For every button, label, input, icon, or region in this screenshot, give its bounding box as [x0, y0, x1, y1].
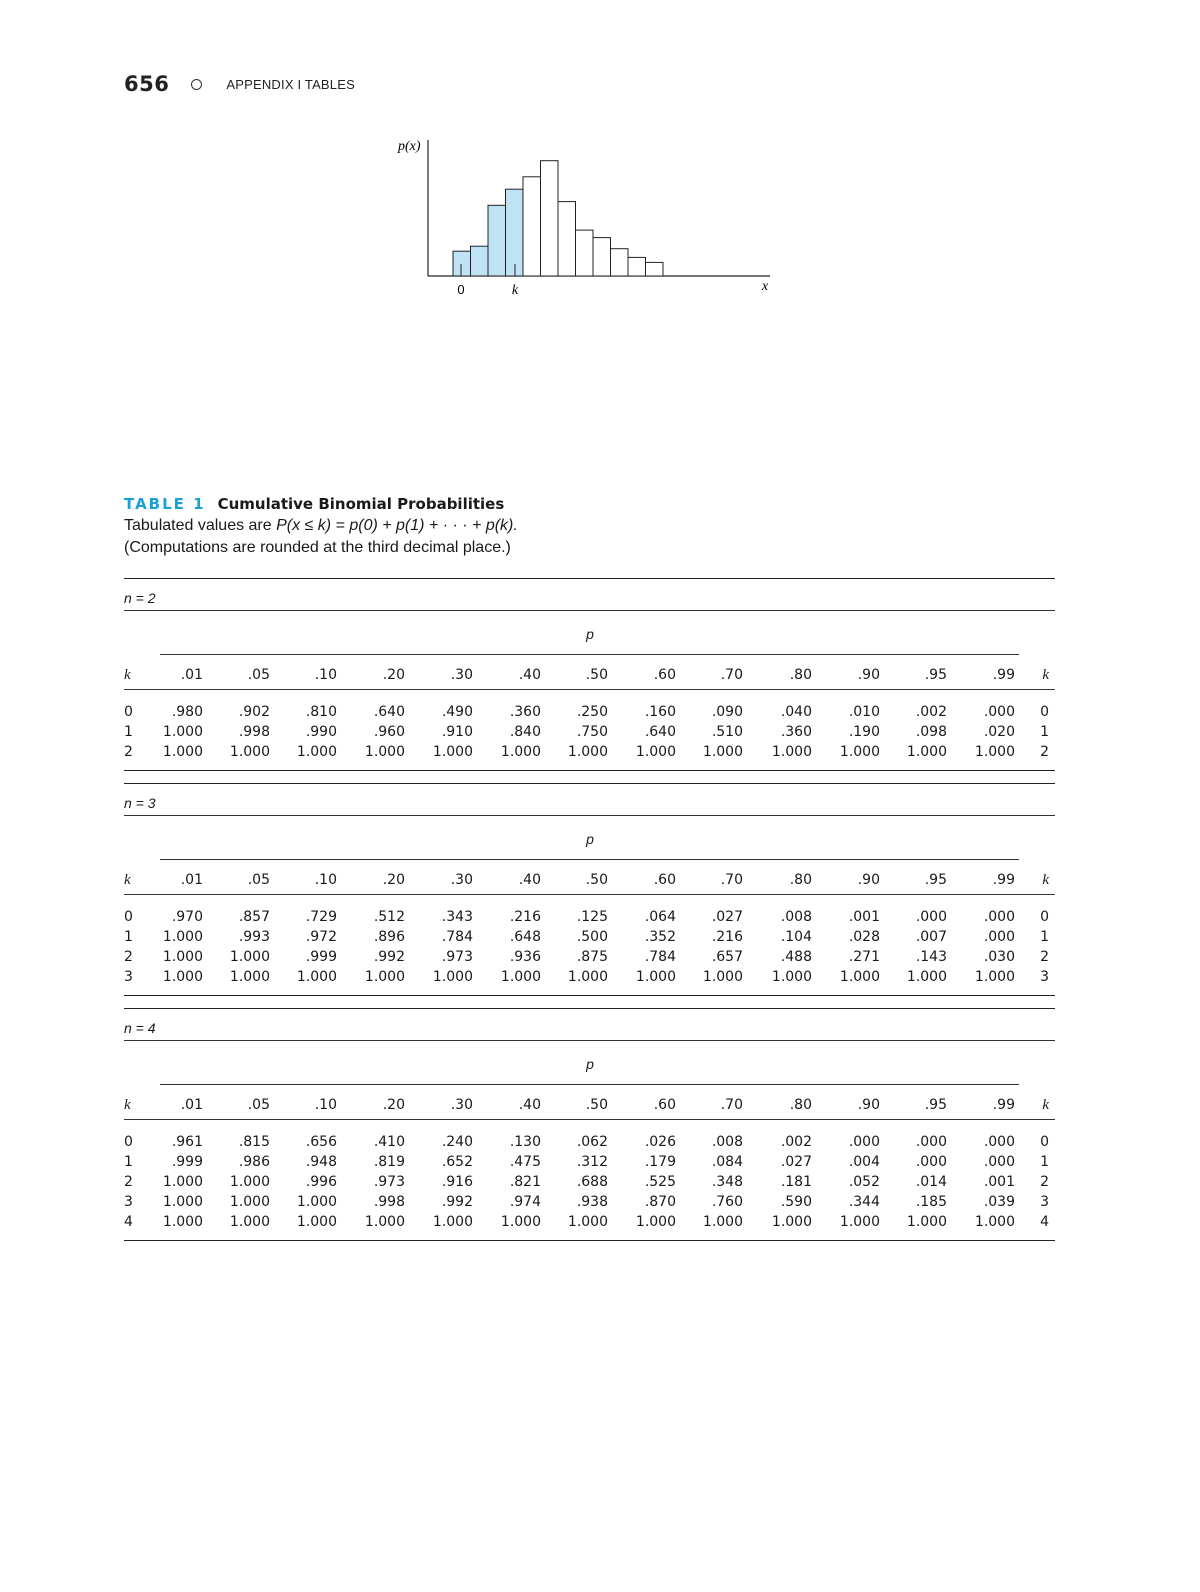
k-cell: 2 [124, 744, 133, 760]
probability-cell: .348 [711, 1174, 743, 1190]
table-caption [124, 494, 1054, 559]
probability-cell: 1.000 [162, 744, 203, 760]
p-column-header: .01 [180, 872, 203, 888]
probability-cell: 1.000 [771, 969, 812, 985]
p-column-header: .05 [247, 872, 270, 888]
table-rule [124, 578, 1055, 579]
table-rule [124, 783, 1055, 784]
probability-cell: 1.000 [162, 969, 203, 985]
probability-cell: .640 [644, 724, 676, 740]
probability-cell: .974 [509, 1194, 541, 1210]
p-heading: p [586, 831, 594, 847]
probability-cell: .312 [576, 1154, 608, 1170]
histogram-figure [380, 130, 800, 310]
p-heading: p [586, 626, 594, 642]
probability-cell: .998 [373, 1194, 405, 1210]
probability-cell: .004 [848, 1154, 880, 1170]
p-column-header: .80 [789, 667, 812, 683]
histogram-bar [558, 202, 576, 276]
probability-cell: .648 [509, 929, 541, 945]
p-column-header: .50 [585, 872, 608, 888]
k-cell: 1 [124, 1154, 133, 1170]
probability-cell: 1.000 [432, 744, 473, 760]
table-rule [124, 815, 1055, 816]
histogram-bar [593, 238, 611, 276]
table-row [124, 1134, 1055, 1154]
histogram-bar [541, 161, 559, 276]
probability-cell: 1.000 [229, 1214, 270, 1230]
probability-cell: 1.000 [364, 969, 405, 985]
probability-cell: .143 [915, 949, 947, 965]
probability-cell: 1.000 [296, 1194, 337, 1210]
p-column-header: .05 [247, 667, 270, 683]
probability-cell: 1.000 [702, 744, 743, 760]
table-row [124, 724, 1055, 744]
probability-cell: .000 [983, 704, 1015, 720]
k-cell: 0 [124, 909, 133, 925]
probability-cell: .652 [441, 1154, 473, 1170]
probability-cell: .001 [983, 1174, 1015, 1190]
probability-cell: 1.000 [974, 744, 1015, 760]
table-rule [124, 894, 1055, 895]
p-column-header: .10 [314, 667, 337, 683]
probability-cell: 1.000 [162, 724, 203, 740]
probability-cell: .130 [509, 1134, 541, 1150]
probability-cell: .475 [509, 1154, 541, 1170]
probability-cell: .001 [848, 909, 880, 925]
probability-cell: .992 [441, 1194, 473, 1210]
probability-cell: 1.000 [500, 744, 541, 760]
k-column-header-right: k [1042, 667, 1049, 683]
column-header-row [124, 872, 1055, 892]
probability-cell: .026 [644, 1134, 676, 1150]
k-cell: 0 [124, 1134, 133, 1150]
probability-cell: .657 [711, 949, 743, 965]
probability-cell: .992 [373, 949, 405, 965]
probability-cell: .240 [441, 1134, 473, 1150]
probability-cell: 1.000 [906, 744, 947, 760]
probability-cell: .970 [171, 909, 203, 925]
probability-cell: .500 [576, 929, 608, 945]
probability-cell: .784 [441, 929, 473, 945]
probability-cell: .999 [305, 949, 337, 965]
probability-cell: 1.000 [974, 1214, 1015, 1230]
p-column-header: .70 [720, 667, 743, 683]
probability-cell: 1.000 [162, 1174, 203, 1190]
probability-cell: 1.000 [906, 1214, 947, 1230]
histogram-bar [488, 205, 506, 276]
probability-cell: .810 [305, 704, 337, 720]
table-rule [124, 689, 1055, 690]
probability-cell: .750 [576, 724, 608, 740]
p-column-header: .01 [180, 1097, 203, 1113]
probability-cell: 1.000 [296, 969, 337, 985]
probability-cell: 1.000 [567, 1214, 608, 1230]
p-column-header: .20 [382, 872, 405, 888]
probability-cell: .910 [441, 724, 473, 740]
p-column-header: .99 [992, 872, 1015, 888]
p-column-header: .20 [382, 1097, 405, 1113]
probability-cell: .039 [983, 1194, 1015, 1210]
table-row [124, 704, 1055, 724]
histogram-bar [576, 230, 594, 276]
k-cell: 1 [124, 724, 133, 740]
p-column-header: .60 [653, 1097, 676, 1113]
k-cell-right: 3 [1040, 969, 1049, 985]
page-number: 656 [124, 72, 170, 96]
k-cell-right: 1 [1040, 724, 1049, 740]
p-column-header: .90 [857, 1097, 880, 1113]
probability-cell: 1.000 [296, 744, 337, 760]
probability-cell: 1.000 [432, 969, 473, 985]
p-column-header: .70 [720, 1097, 743, 1113]
probability-cell: .104 [780, 929, 812, 945]
k-cell: 0 [124, 704, 133, 720]
probability-cell: 1.000 [229, 1194, 270, 1210]
p-column-header: .20 [382, 667, 405, 683]
probability-cell: 1.000 [635, 1214, 676, 1230]
k-cell: 2 [124, 1174, 133, 1190]
column-header-row [124, 1097, 1055, 1117]
p-column-header: .05 [247, 1097, 270, 1113]
table-row [124, 744, 1055, 764]
probability-cell: .973 [441, 949, 473, 965]
bars-group [453, 161, 663, 276]
probability-cell: 1.000 [839, 1214, 880, 1230]
probability-cell: .160 [644, 704, 676, 720]
probability-cell: 1.000 [500, 969, 541, 985]
probability-cell: .896 [373, 929, 405, 945]
probability-cell: 1.000 [229, 969, 270, 985]
probability-cell: 1.000 [635, 969, 676, 985]
probability-cell: 1.000 [906, 969, 947, 985]
p-column-header: .95 [924, 667, 947, 683]
probability-cell: 1.000 [432, 1214, 473, 1230]
probability-cell: 1.000 [162, 1194, 203, 1210]
probability-cell: .027 [711, 909, 743, 925]
histogram-bar [646, 262, 664, 276]
probability-cell: .857 [238, 909, 270, 925]
probability-cell: .344 [848, 1194, 880, 1210]
probability-cell: 1.000 [364, 1214, 405, 1230]
probability-cell: .688 [576, 1174, 608, 1190]
probability-cell: .525 [644, 1174, 676, 1190]
probability-cell: .938 [576, 1194, 608, 1210]
probability-cell: 1.000 [702, 969, 743, 985]
probability-cell: 1.000 [500, 1214, 541, 1230]
histogram-bar [523, 177, 541, 276]
probability-cell: 1.000 [162, 929, 203, 945]
caption-formula: P(x ≤ k) = p(0) + p(1) + · · · + p(k). [276, 517, 518, 534]
probability-cell: .000 [983, 909, 1015, 925]
k-cell-right: 2 [1040, 949, 1049, 965]
probability-cell: .410 [373, 1134, 405, 1150]
probability-cell: 1.000 [229, 949, 270, 965]
probability-cell: 1.000 [771, 744, 812, 760]
p-column-header: .30 [450, 667, 473, 683]
n-label: n = 3 [124, 795, 156, 811]
p-column-header: .99 [992, 667, 1015, 683]
probability-cell: .875 [576, 949, 608, 965]
p-column-header: .95 [924, 872, 947, 888]
p-column-header: .40 [518, 667, 541, 683]
k-column-header: k [124, 872, 131, 888]
probability-cell: .000 [983, 1154, 1015, 1170]
histogram-bar [628, 257, 646, 276]
k-column-header: k [124, 1097, 131, 1113]
p-column-header: .50 [585, 1097, 608, 1113]
probability-cell: .902 [238, 704, 270, 720]
probability-cell: 1.000 [974, 969, 1015, 985]
n-label: n = 4 [124, 1020, 156, 1036]
k-cell-right: 3 [1040, 1194, 1049, 1210]
k-cell: 1 [124, 929, 133, 945]
probability-cell: .993 [238, 929, 270, 945]
probability-cell: .936 [509, 949, 541, 965]
p-column-header: .90 [857, 872, 880, 888]
probability-cell: .098 [915, 724, 947, 740]
tick-label-k: k [511, 283, 519, 298]
probability-cell: .343 [441, 909, 473, 925]
p-column-header: .10 [314, 872, 337, 888]
probability-cell: .090 [711, 704, 743, 720]
p-column-header: .10 [314, 1097, 337, 1113]
table-row [124, 969, 1055, 989]
probability-cell: 1.000 [839, 969, 880, 985]
table-rule [124, 770, 1055, 771]
probability-cell: .948 [305, 1154, 337, 1170]
probability-cell: .760 [711, 1194, 743, 1210]
k-column-header-right: k [1042, 872, 1049, 888]
table-row [124, 1194, 1055, 1214]
p-underline [160, 654, 1019, 655]
k-column-header: k [124, 667, 131, 683]
histogram-bar [471, 246, 489, 276]
p-heading: p [586, 1056, 594, 1072]
p-column-header: .70 [720, 872, 743, 888]
probability-cell: .002 [780, 1134, 812, 1150]
probability-cell: .216 [711, 929, 743, 945]
probability-cell: .190 [848, 724, 880, 740]
p-column-header: .80 [789, 872, 812, 888]
probability-cell: 1.000 [229, 744, 270, 760]
probability-cell: .488 [780, 949, 812, 965]
probability-cell: .064 [644, 909, 676, 925]
probability-cell: .179 [644, 1154, 676, 1170]
p-underline [160, 1084, 1019, 1085]
k-cell-right: 0 [1040, 704, 1049, 720]
probability-cell: 1.000 [296, 1214, 337, 1230]
probability-cell: .000 [983, 929, 1015, 945]
probability-cell: .000 [983, 1134, 1015, 1150]
table-row [124, 929, 1055, 949]
probability-cell: .062 [576, 1134, 608, 1150]
caption-prefix: Tabulated values are [124, 517, 277, 534]
probability-cell: .250 [576, 704, 608, 720]
probability-cell: 1.000 [162, 1214, 203, 1230]
probability-cell: .181 [780, 1174, 812, 1190]
probability-cell: .271 [848, 949, 880, 965]
table-rule [124, 1008, 1055, 1009]
probability-cell: .000 [915, 909, 947, 925]
probability-cell: .821 [509, 1174, 541, 1190]
column-header-row [124, 667, 1055, 687]
k-cell-right: 0 [1040, 909, 1049, 925]
probability-cell: 1.000 [839, 744, 880, 760]
probability-cell: .360 [509, 704, 541, 720]
probability-cell: .040 [780, 704, 812, 720]
probability-cell: .490 [441, 704, 473, 720]
probability-cell: .020 [983, 724, 1015, 740]
probability-cell: .000 [915, 1134, 947, 1150]
k-cell-right: 1 [1040, 929, 1049, 945]
table-rule [124, 610, 1055, 611]
p-column-header: .80 [789, 1097, 812, 1113]
table-rule [124, 995, 1055, 996]
caption-heading [124, 494, 1054, 515]
x-axis-label: x [761, 279, 769, 294]
histogram-bar [611, 249, 629, 276]
probability-cell: .510 [711, 724, 743, 740]
probability-cell: .000 [848, 1134, 880, 1150]
probability-cell: .656 [305, 1134, 337, 1150]
table-row [124, 1214, 1055, 1234]
p-column-header: .30 [450, 872, 473, 888]
n-label: n = 2 [124, 590, 156, 606]
k-cell-right: 1 [1040, 1154, 1049, 1170]
probability-cell: .815 [238, 1134, 270, 1150]
probability-cell: .030 [983, 949, 1015, 965]
k-cell-right: 4 [1040, 1214, 1049, 1230]
probability-cell: 1.000 [702, 1214, 743, 1230]
p-column-header: .60 [653, 872, 676, 888]
k-cell-right: 2 [1040, 1174, 1049, 1190]
probability-cell: .360 [780, 724, 812, 740]
probability-cell: .819 [373, 1154, 405, 1170]
probability-cell: .961 [171, 1134, 203, 1150]
histogram-bar [506, 189, 524, 276]
probability-cell: .010 [848, 704, 880, 720]
probability-cell: .028 [848, 929, 880, 945]
probability-cell: .084 [711, 1154, 743, 1170]
probability-cell: 1.000 [635, 744, 676, 760]
probability-cell: .352 [644, 929, 676, 945]
probability-cell: .973 [373, 1174, 405, 1190]
histogram-bar [453, 251, 471, 276]
probability-cell: .512 [373, 909, 405, 925]
probability-cell: .996 [305, 1174, 337, 1190]
probability-cell: .640 [373, 704, 405, 720]
probability-cell: .008 [711, 1134, 743, 1150]
probability-cell: .002 [915, 704, 947, 720]
p-column-header: .50 [585, 667, 608, 683]
p-column-header: .90 [857, 667, 880, 683]
probability-cell: .916 [441, 1174, 473, 1190]
probability-cell: .000 [915, 1154, 947, 1170]
k-column-header-right: k [1042, 1097, 1049, 1113]
probability-cell: .185 [915, 1194, 947, 1210]
probability-cell: .729 [305, 909, 337, 925]
k-cell: 3 [124, 1194, 133, 1210]
probability-cell: .972 [305, 929, 337, 945]
k-cell: 4 [124, 1214, 133, 1230]
probability-cell: .216 [509, 909, 541, 925]
table-label: TABLE 1 [124, 495, 206, 513]
probability-cell: 1.000 [567, 744, 608, 760]
probability-cell: 1.000 [771, 1214, 812, 1230]
probability-cell: .840 [509, 724, 541, 740]
probability-cell: .052 [848, 1174, 880, 1190]
table-rule [124, 1119, 1055, 1120]
table-row [124, 909, 1055, 929]
probability-cell: .027 [780, 1154, 812, 1170]
k-cell-right: 2 [1040, 744, 1049, 760]
table-title: Cumulative Binomial Probabilities [217, 495, 505, 513]
probability-cell: .990 [305, 724, 337, 740]
probability-cell: 1.000 [229, 1174, 270, 1190]
p-column-header: .40 [518, 872, 541, 888]
probability-cell: .008 [780, 909, 812, 925]
p-column-header: .95 [924, 1097, 947, 1113]
probability-cell: .998 [238, 724, 270, 740]
probability-cell: .007 [915, 929, 947, 945]
probability-cell: .999 [171, 1154, 203, 1170]
table-row [124, 1174, 1055, 1194]
p-column-header: .60 [653, 667, 676, 683]
p-column-header: .30 [450, 1097, 473, 1113]
probability-cell: .125 [576, 909, 608, 925]
probability-cell: .784 [644, 949, 676, 965]
k-cell-right: 0 [1040, 1134, 1049, 1150]
section-title: APPENDIX I TABLES [226, 76, 355, 92]
probability-cell: .870 [644, 1194, 676, 1210]
tick-label-zero: 0 [457, 282, 465, 297]
table-rule [124, 1240, 1055, 1241]
table-rule [124, 1040, 1055, 1041]
y-axis-label: p(x) [398, 139, 421, 154]
p-column-header: .01 [180, 667, 203, 683]
probability-cell: .590 [780, 1194, 812, 1210]
probability-cell: 1.000 [364, 744, 405, 760]
k-cell: 2 [124, 949, 133, 965]
p-column-header: .40 [518, 1097, 541, 1113]
probability-cell: .960 [373, 724, 405, 740]
circle-icon [191, 79, 202, 90]
caption-note: (Computations are rounded at the third decimal place.) [124, 539, 511, 556]
p-column-header: .99 [992, 1097, 1015, 1113]
table-row [124, 949, 1055, 969]
probability-cell: .980 [171, 704, 203, 720]
probability-cell: 1.000 [162, 949, 203, 965]
caption-description [124, 515, 1054, 537]
k-cell: 3 [124, 969, 133, 985]
probability-cell: 1.000 [567, 969, 608, 985]
page-header [124, 70, 355, 98]
p-underline [160, 859, 1019, 860]
probability-cell: .014 [915, 1174, 947, 1190]
table-row [124, 1154, 1055, 1174]
probability-cell: .986 [238, 1154, 270, 1170]
